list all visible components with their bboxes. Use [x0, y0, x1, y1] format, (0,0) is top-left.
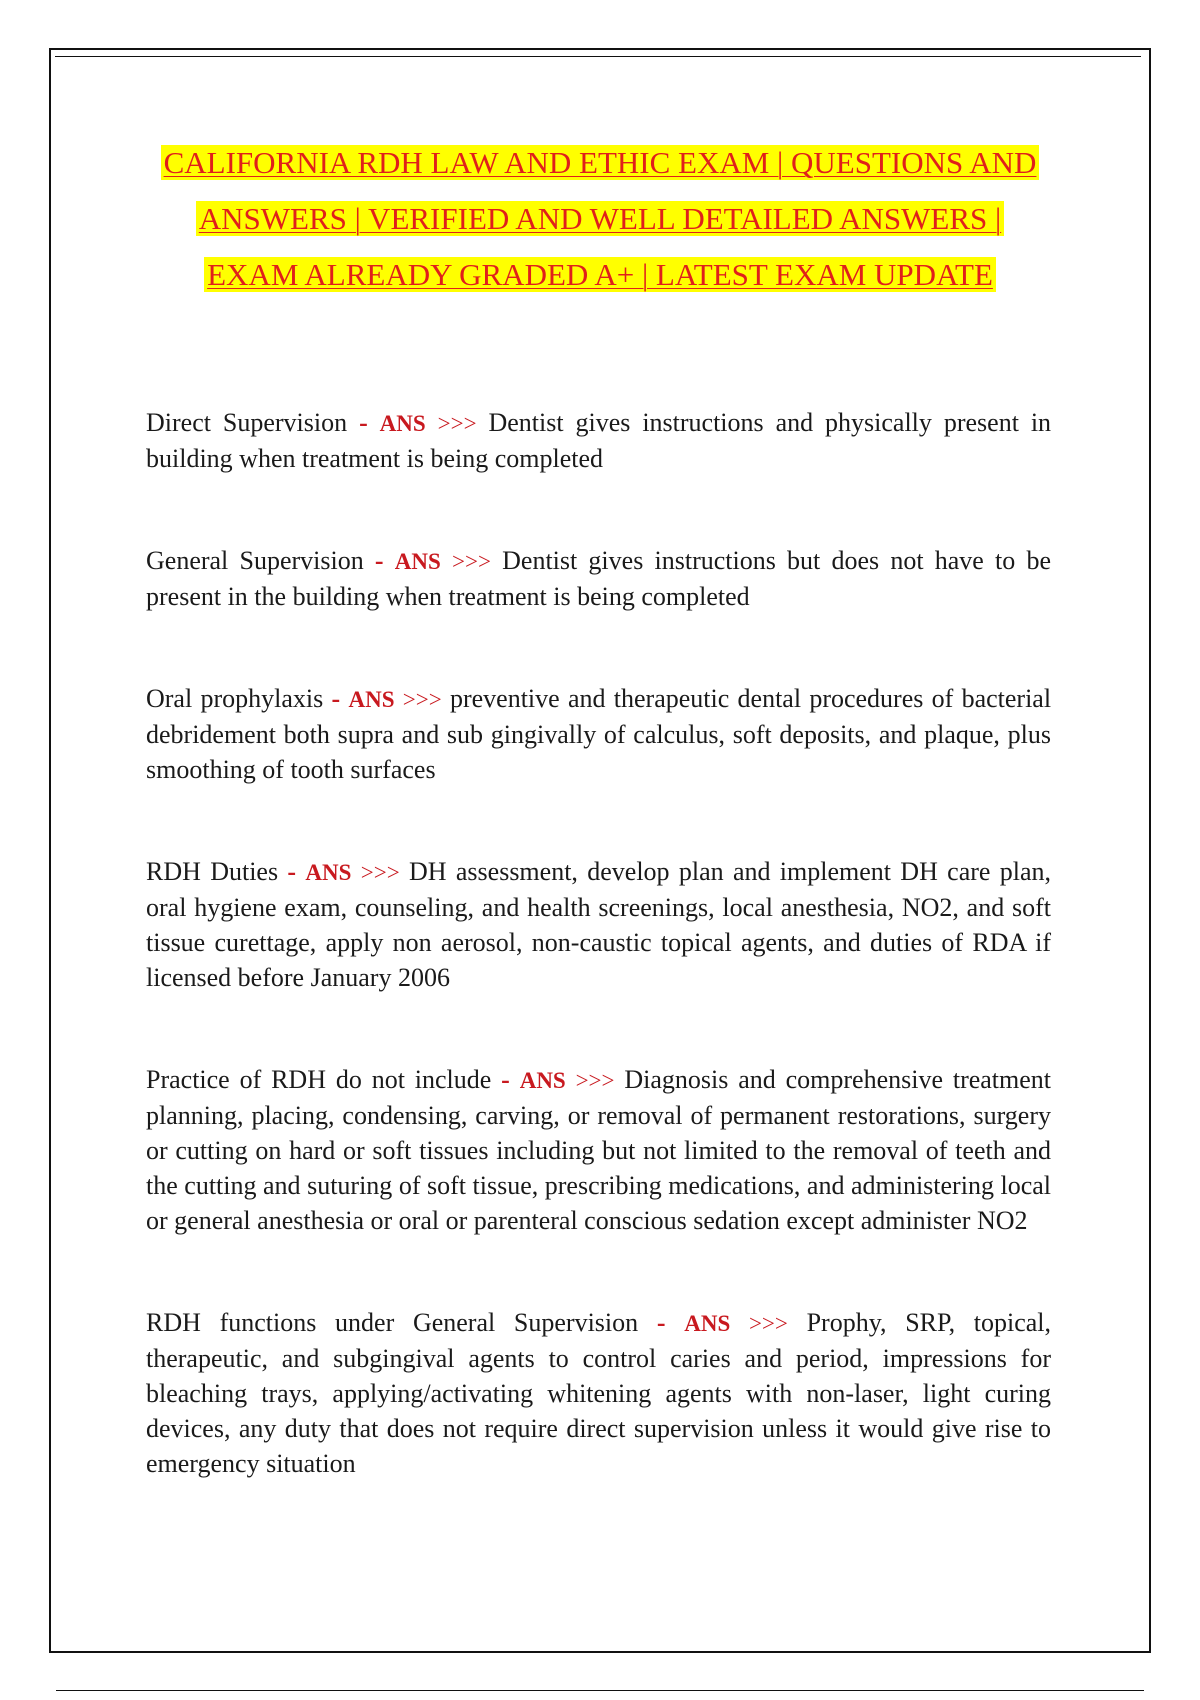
entry-separator: -: [656, 1308, 666, 1337]
entry-separator: -: [331, 684, 341, 713]
entry-term: General Supervision: [146, 546, 364, 575]
ans-arrows: >>>: [452, 549, 491, 574]
title-text: CALIFORNIA RDH LAW AND ETHIC EXAM | QUESTIONS AND: [161, 145, 1040, 180]
qa-list: [146, 405, 1051, 1481]
ans-arrows: >>>: [748, 1311, 788, 1336]
title-text: ANSWERS | VERIFIED AND WELL DETAILED ANSWERS |: [196, 201, 1004, 236]
qa-entry: [146, 681, 1051, 787]
title-line: [0, 247, 1200, 303]
entry-answer: DH assessment, develop plan and implement DH care plan, oral hygiene exam, counseling, and health screenings, local anesthesia, NO2, and soft tissue curettage, apply non aerosol, non-caustic topical agents, and duties of RDA if licensed before January 2006: [146, 857, 1052, 992]
ans-arrows: >>>: [437, 411, 477, 436]
entry-answer: Dentist gives instructions and physically present in building when treatment is being completed: [146, 408, 1052, 473]
qa-entry: [146, 1305, 1051, 1481]
title-line: [0, 191, 1200, 247]
entry-answer: Dentist gives instructions but does not have to be present in the building when treatment is being completed: [146, 546, 1051, 611]
ans-label: ANS: [379, 411, 426, 436]
title-line: [0, 135, 1200, 191]
ans-label: ANS: [348, 687, 395, 712]
ans-label: ANS: [394, 549, 441, 574]
entry-separator: -: [359, 408, 368, 437]
ans-arrows: >>>: [575, 1068, 615, 1093]
entry-separator: -: [287, 857, 297, 886]
top-rule: [55, 56, 1141, 57]
ans-arrows: >>>: [402, 687, 442, 712]
entry-term: Practice of RDH do not include: [146, 1065, 492, 1094]
entry-answer: Prophy, SRP, topical, therapeutic, and subgingival agents to control caries and period, impressions for bleaching trays, applying/activating whitening agents with non-laser, light curing devices, any duty that does not require direct supervision unless it would give rise to emergency situation: [146, 1308, 1052, 1478]
entry-term: Direct Supervision: [146, 408, 348, 437]
ans-label: ANS: [684, 1311, 731, 1336]
title-text: EXAM ALREADY GRADED A+ | LATEST EXAM UPDATE: [204, 257, 996, 292]
entry-answer: preventive and therapeutic dental procedures of bacterial debridement both supra and sub gingivally of calculus, soft deposits, and plaque, plus smoothing of tooth surfaces: [146, 684, 1052, 784]
qa-entry: [146, 1062, 1051, 1238]
qa-entry: [146, 543, 1051, 614]
entry-term: Oral prophylaxis: [146, 684, 324, 713]
entry-separator: -: [501, 1065, 510, 1094]
bottom-rule: [56, 1690, 1144, 1691]
ans-label: ANS: [519, 1068, 566, 1093]
entry-separator: -: [374, 546, 384, 575]
ans-label: ANS: [305, 860, 352, 885]
qa-entry: [146, 405, 1051, 476]
ans-arrows: >>>: [360, 860, 400, 885]
entry-answer: Diagnosis and comprehensive treatment planning, placing, condensing, carving, or removal of permanent restorations, surgery or cutting on hard or soft tissues including but not limited to the removal of teeth and the cutting and suturing of soft tissue, prescribing medications, and administering local or general anesthesia or oral or parenteral conscious sedation except administer NO2: [146, 1065, 1052, 1235]
document-title: [0, 135, 1200, 303]
entry-term: RDH Duties: [146, 857, 279, 886]
entry-term: RDH functions under General Supervision: [146, 1308, 639, 1337]
qa-entry: [146, 854, 1051, 995]
